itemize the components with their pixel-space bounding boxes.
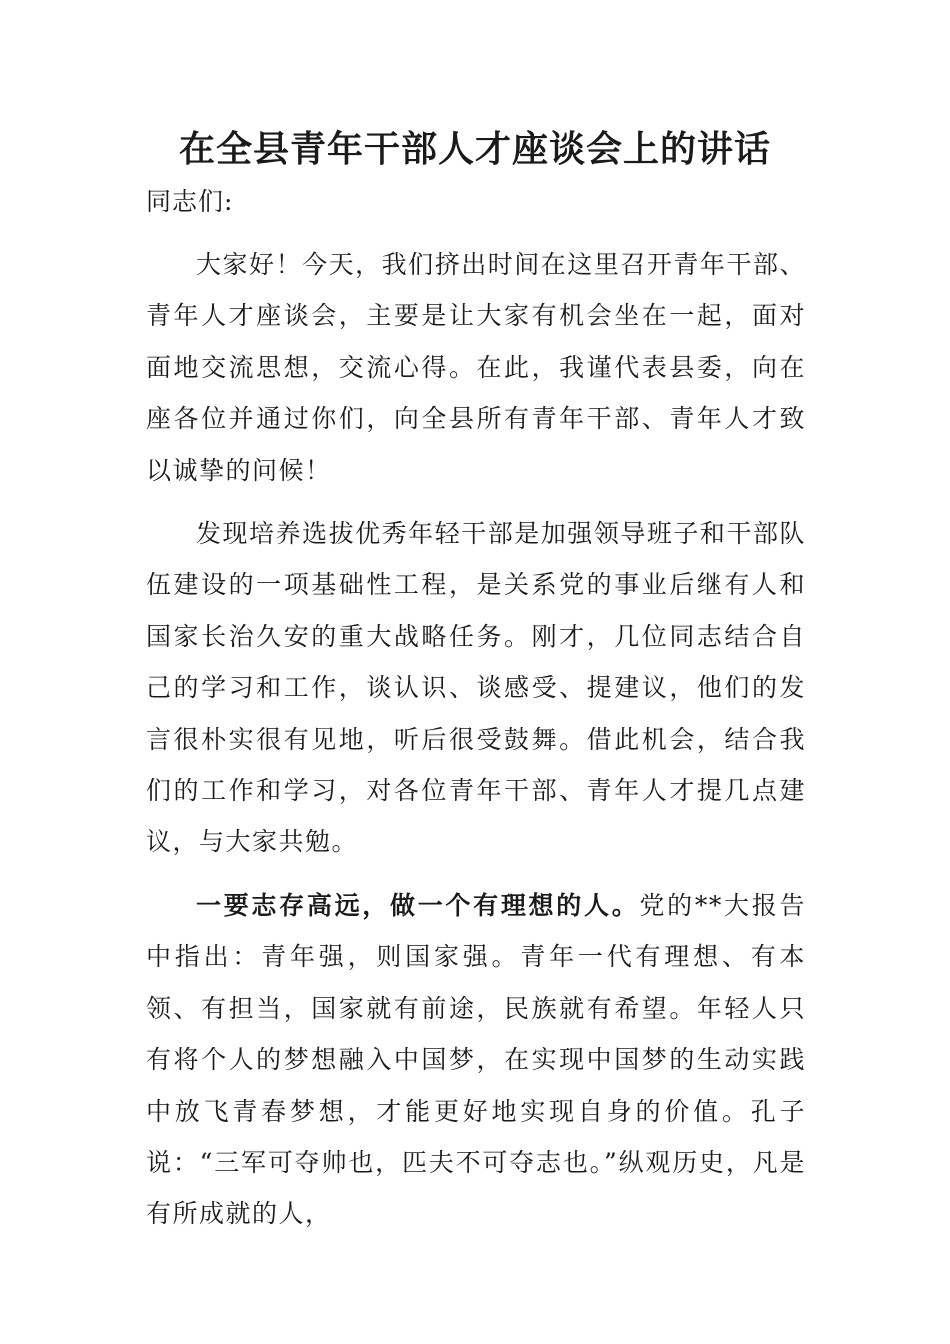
salutation: 同志们: xyxy=(146,187,234,216)
paragraph-text: 大家好！今天，我们挤出时间在这里召开青年干部、青年人才座谈会，主要是让大家有机会坐在一起，面对面地交流思想，交流心得。在此，我谨代表县委，向在座各位并通过你们，向全县所有青年干部、青年人才致以诚挚的问候！ xyxy=(146,250,806,485)
paragraph-introduction xyxy=(146,508,806,868)
document-body xyxy=(146,176,806,1252)
paragraph-lead-heading: 一要志存高远，做一个有理想的人。 xyxy=(196,890,640,920)
document-title: 在全县青年干部人才座谈会上的讲话 xyxy=(178,128,771,170)
paragraph-text: 党的**大报告中指出：青年强，则国家强。青年一代有理想、有本领、有担当，国家就有前途，民族就有希望。年轻人只有将个人的梦想融入中国梦，在实现中国梦的生动实践中放飞青春梦想，才能更好地实现自身的价值。孔子说：“三军可夺帅也，匹夫不可夺志也。”纵观历史，凡是有所成就的人， xyxy=(146,890,806,1229)
paragraph-greeting xyxy=(146,239,806,496)
paragraph-text: 发现培养选拔优秀年轻干部是加强领导班子和干部队伍建设的一项基础性工程，是关系党的事业后继有人和国家长治久安的重大战略任务。刚才，几位同志结合自己的学习和工作，谈认识、谈感受、提建议，他们的发言很朴实很有见地，听后很受鼓舞。借此机会，结合我们的工作和学习，对各位青年干部、青年人才提几点建议，与大家共勉。 xyxy=(146,519,806,857)
paragraph-point-one xyxy=(146,880,806,1240)
